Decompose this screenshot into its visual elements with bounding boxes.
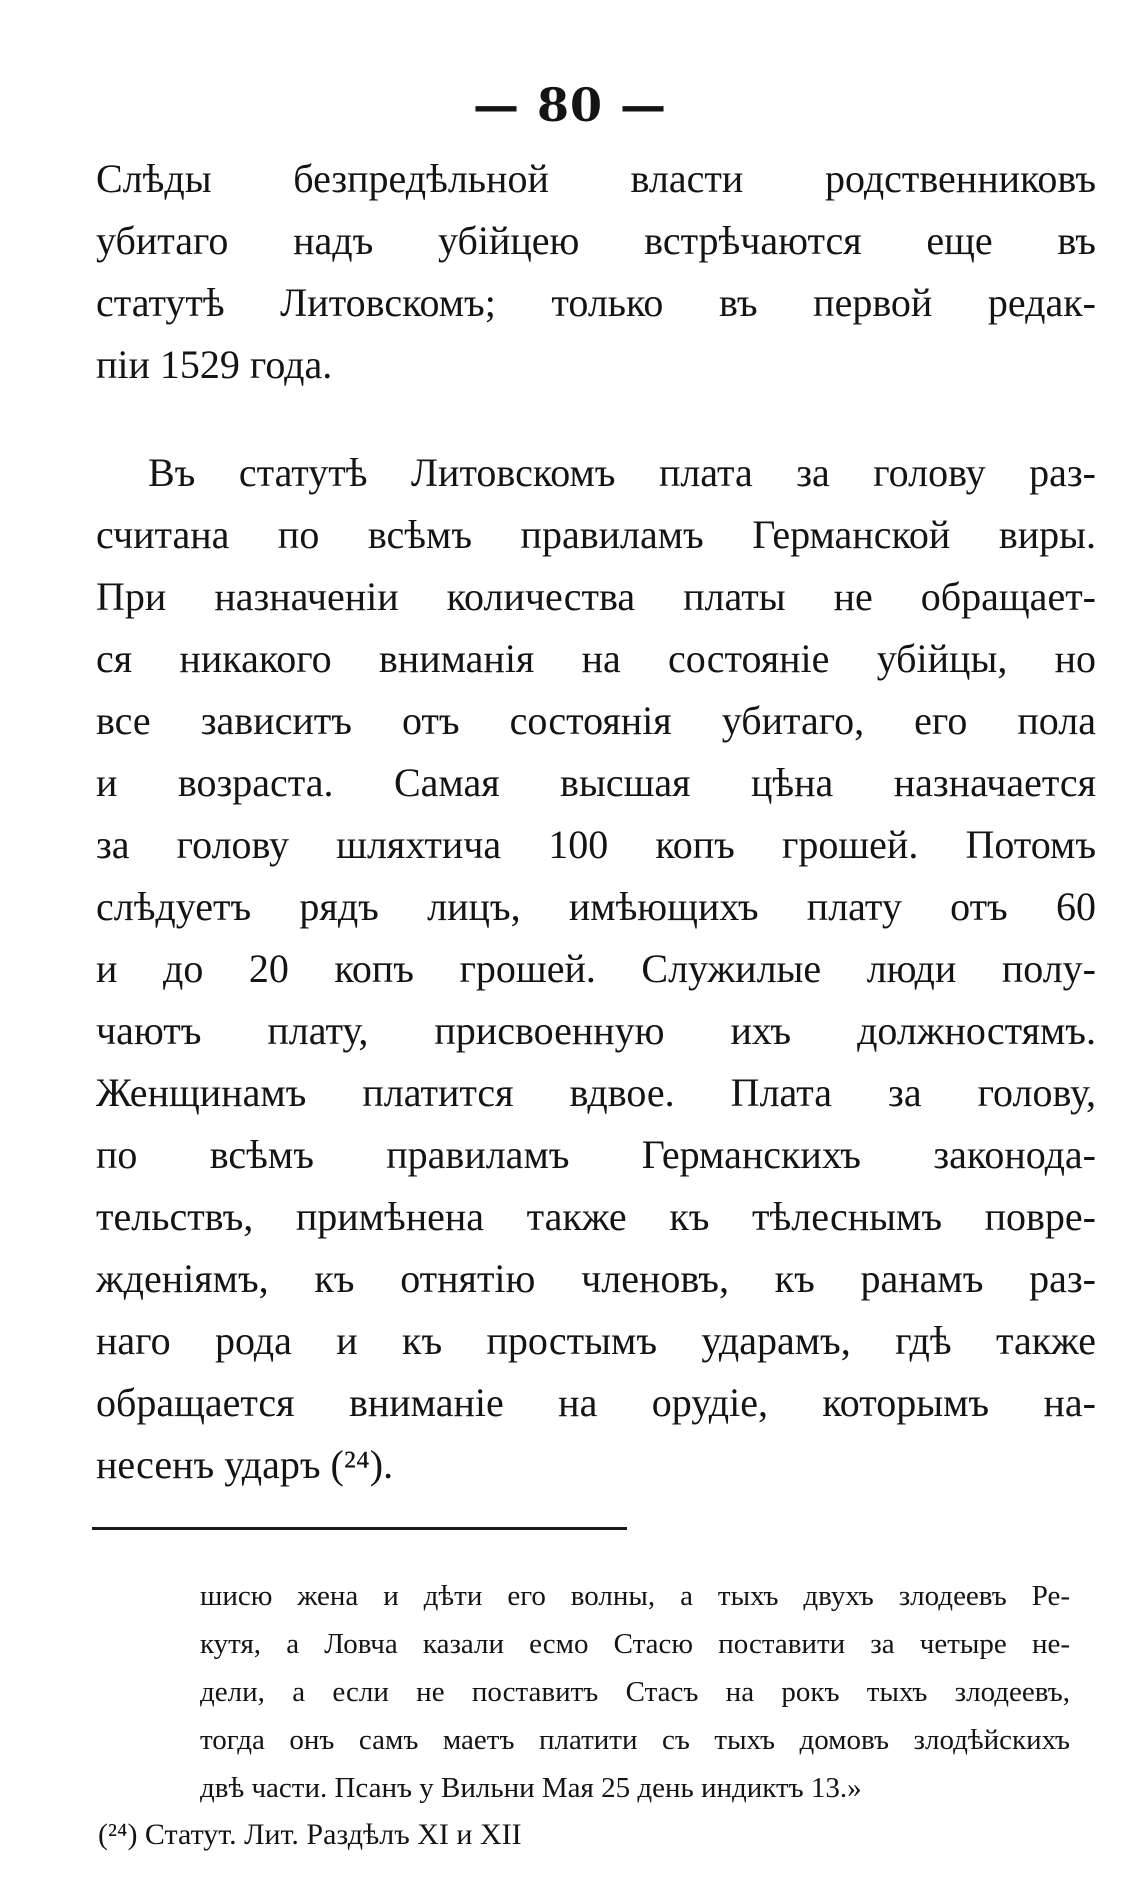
text-line: и возраста. Самая высшая цѣна назначается [96, 760, 1096, 805]
footnote-reference: (²⁴) Статут. Лит. Раздѣлъ XI и XII [98, 1818, 522, 1851]
text-line: и до 20 копъ грошей. Служилые люди полу- [96, 946, 1096, 991]
text-line: жденіямъ, къ отнятію членовъ, къ ранамъ раз- [96, 1256, 1096, 1301]
paragraph-2 [96, 442, 1096, 1496]
text-line: тельствъ, примѣнена также къ тѣлеснымъ повре- [96, 1194, 1096, 1239]
footnote-line: кутя, а Ловча казали есмо Стасю поставити за четыре не- [200, 1628, 1070, 1660]
text-line: обращается вниманіе на орудіе, которымъ на- [96, 1380, 1096, 1425]
text-line: статутѣ Литовскомъ; только въ первой редак- [96, 280, 1096, 325]
text-line: за голову шляхтича 100 копъ грошей. Потомъ [96, 822, 1096, 867]
footnote-continuation [200, 1572, 1070, 1812]
footnote-line: шисю жена и дѣти его волны, а тыхъ двухъ злодеевъ Ре- [200, 1580, 1070, 1612]
text-line: ся никакого вниманія на состояніе убійцы, но [96, 636, 1096, 681]
text-line: несенъ ударъ (²⁴). [96, 1442, 394, 1487]
footnote-line: тогда онъ самъ маетъ платити съ тыхъ домовъ злодѣйскихъ [200, 1724, 1070, 1756]
page-number: — 80 — [472, 78, 668, 132]
paragraph-1 [96, 148, 1096, 396]
text-line: все зависитъ отъ состоянія убитаго, его пола [96, 698, 1096, 743]
text-line: Слѣды безпредѣльной власти родственниковъ [96, 156, 1096, 201]
text-line: убитаго надъ убійцею встрѣчаются еще въ [96, 218, 1096, 263]
text-line: Въ статутѣ Литовскомъ плата за голову раз- [148, 450, 1096, 495]
footnote-line: дели, а если не поставитъ Стасъ на рокъ тыхъ злодеевъ, [200, 1676, 1070, 1708]
footnote-divider [92, 1527, 627, 1530]
text-line: наго рода и къ простымъ ударамъ, гдѣ также [96, 1318, 1096, 1363]
text-line: піи 1529 года. [96, 342, 333, 387]
text-line: Женщинамъ платится вдвое. Плата за голову, [96, 1070, 1096, 1115]
footnote-line: двѣ части. Псанъ у Вильни Мая 25 день индиктъ 13.» [200, 1772, 862, 1804]
text-line: слѣдуетъ рядъ лицъ, имѣющихъ плату отъ 60 [96, 884, 1096, 929]
text-line: чаютъ плату, присвоенную ихъ должностямъ. [96, 1008, 1096, 1053]
text-line: считана по всѣмъ правиламъ Германской виры. [96, 512, 1096, 557]
text-line: по всѣмъ правиламъ Германскихъ законода- [96, 1132, 1096, 1177]
text-line: При назначеніи количества платы не обращает- [96, 574, 1096, 619]
